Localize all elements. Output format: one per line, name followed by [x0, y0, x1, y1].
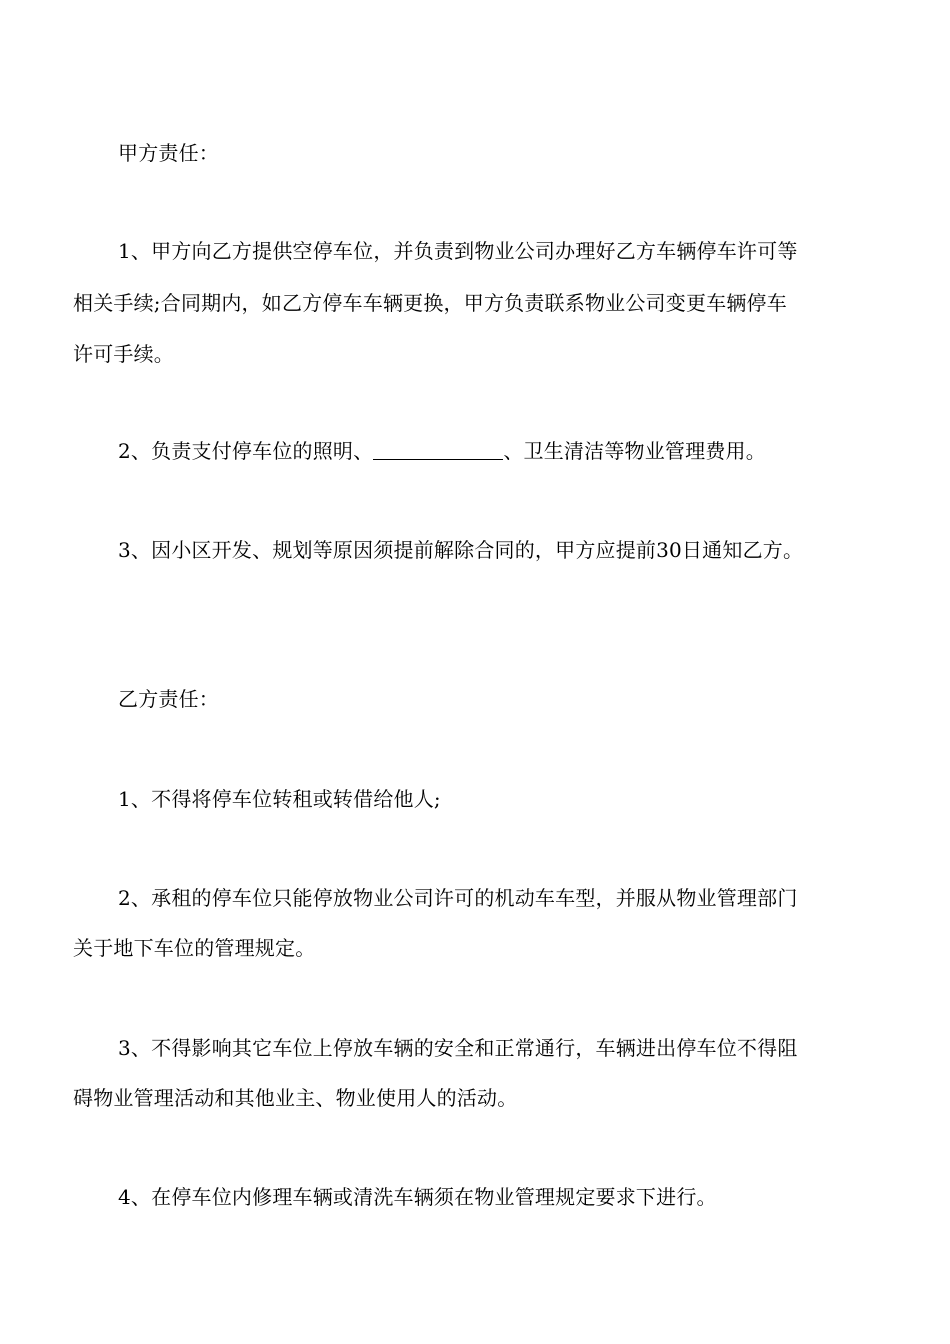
- section-a-item-2-after: 、卫生清洁等物业管理费用。: [503, 439, 766, 463]
- section-a-item-1-line-1: 1、甲方向乙方提供空停车位，并负责到物业公司办理好乙方车辆停车许可等: [118, 239, 798, 263]
- fill-in-blank: [373, 441, 503, 460]
- section-b-item-3-line-2: 碍物业管理活动和其他业主、物业使用人的活动。: [73, 1086, 518, 1110]
- section-a-item-2: [118, 438, 766, 464]
- section-a-item-1-line-3: 许可手续。: [73, 342, 174, 366]
- section-a-heading: 甲方责任：: [118, 141, 219, 165]
- section-b-item-4: 4、在停车位内修理车辆或清洗车辆须在物业管理规定要求下进行。: [118, 1185, 717, 1209]
- section-b-item-2-line-1: 2、承租的停车位只能停放物业公司许可的机动车车型，并服从物业管理部门: [118, 886, 798, 910]
- section-b-heading: 乙方责任：: [118, 687, 219, 711]
- section-a-item-1-line-2: 相关手续;合同期内，如乙方停车车辆更换，甲方负责联系物业公司变更车辆停车: [73, 291, 787, 315]
- section-b-item-2-line-2: 关于地下车位的管理规定。: [73, 936, 316, 960]
- section-b-item-1: 1、不得将停车位转租或转借给他人;: [118, 787, 441, 811]
- section-a-item-2-before: 2、负责支付停车位的照明、: [118, 439, 374, 463]
- section-b-item-3-line-1: 3、不得影响其它车位上停放车辆的安全和正常通行，车辆进出停车位不得阻: [118, 1036, 798, 1060]
- section-a-item-3: 3、因小区开发、规划等原因须提前解除合同的，甲方应提前30日通知乙方。: [118, 538, 804, 562]
